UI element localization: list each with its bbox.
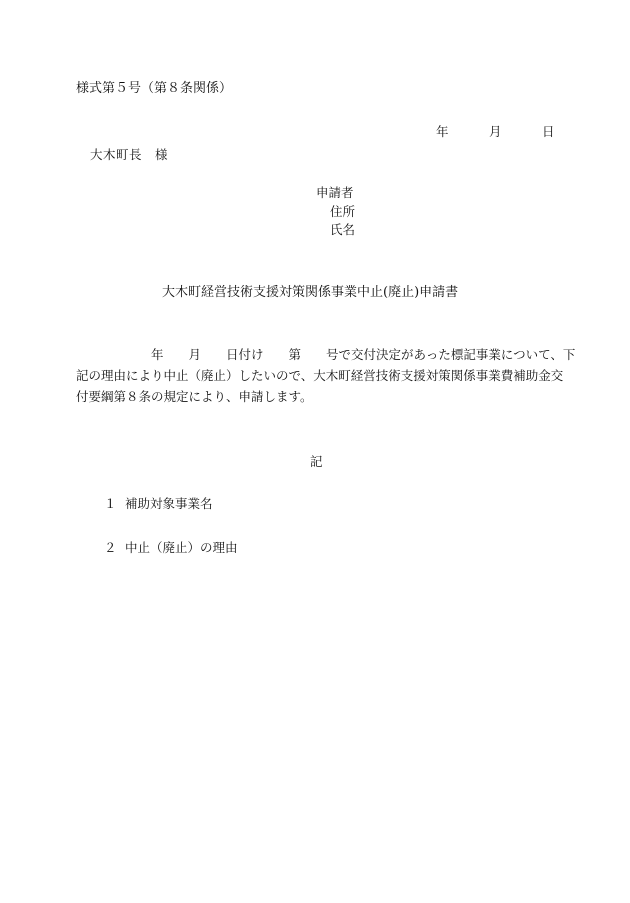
form-number: 様式第５号（第８条関係） [76,81,233,96]
name-label: 氏名 [330,222,356,237]
address-label: 住所 [330,204,356,219]
document-title: 大木町経営技術支援対策関係事業中止(廃止)申請書 [162,285,459,300]
ki-heading: 記 [310,454,323,469]
list-item-number: ２ [104,540,117,555]
list-item-label: 中止（廃止）の理由 [125,540,238,555]
list-item-number: １ [104,496,117,511]
addressee: 大木町長 様 [90,147,169,162]
date-month-label: 月 [489,124,502,139]
body-text-line: 年 月 日付け 第 号で交付決定があった標記事業について、下 [76,347,576,362]
date-day-label: 日 [542,124,555,139]
body-text-line: 記の理由により中止（廃止）したいので、大木町経営技術支援対策関係事業費補助金交 [76,368,564,383]
date-year-label: 年 [436,124,449,139]
applicant-label: 申請者 [316,185,354,200]
list-item-label: 補助対象事業名 [125,496,213,511]
body-text-line: 付要綱第８条の規定により、申請します。 [76,389,313,404]
